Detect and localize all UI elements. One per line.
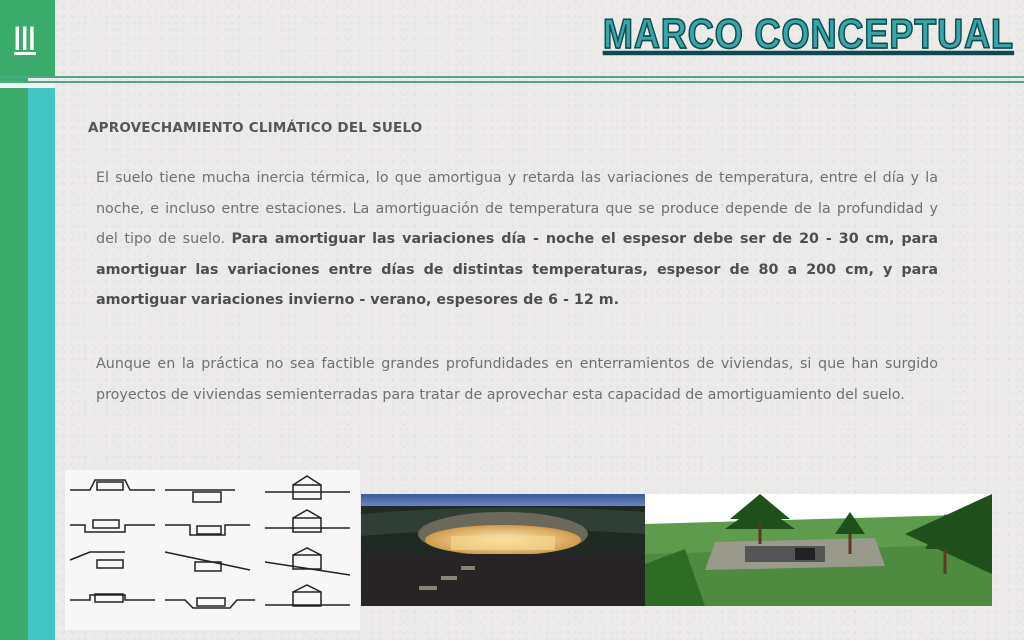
left-accent-bar-green bbox=[0, 0, 28, 640]
sections-diagram-svg bbox=[65, 470, 360, 630]
semi-buried-house-render-svg bbox=[645, 494, 992, 606]
section-subtitle: APROVECHAMIENTO CLIMÁTICO DEL SUELO bbox=[88, 120, 423, 136]
semi-buried-house-photo bbox=[361, 494, 645, 606]
paragraph-1-bold-text: Para amortiguar las variaciones día - noche el espesor debe ser de 20 - 30 cm, para amortiguar las variaciones entre días de distintas temperaturas, espesor de 80 a 200 cm, y para amortiguar variaciones invierno - verano, espesores de 6 - 12 m. bbox=[96, 231, 938, 309]
paragraph-1 bbox=[96, 163, 938, 316]
semi-buried-house-render bbox=[645, 494, 992, 606]
section-number: III bbox=[14, 20, 36, 58]
header-divider-top bbox=[0, 76, 1024, 78]
paragraph-2: Aunque en la práctica no sea factible grandes profundidades en enterramientos de viviendas, si que han surgido proyectos de viviendas semienterradas para tratar de aprovechar esta capacidad de amortiguamiento del suelo. bbox=[96, 356, 938, 403]
page-title: MARCO CONCEPTUAL bbox=[602, 10, 1014, 57]
semi-buried-house-photo-svg bbox=[361, 494, 645, 606]
header-divider-bottom bbox=[0, 81, 1024, 83]
sections-diagram-image bbox=[65, 470, 360, 630]
left-accent-bar-teal bbox=[28, 88, 55, 640]
paragraph-1-text: El suelo tiene mucha inercia térmica, lo que amortigua y retarda las variaciones de temperatura, entre el día y la noche, e incluso entre estaciones. La amortiguación de temperatura que se produce depende de la profundidad y del tipo de suelo. bbox=[96, 170, 938, 248]
header-divider-gap bbox=[0, 83, 55, 88]
